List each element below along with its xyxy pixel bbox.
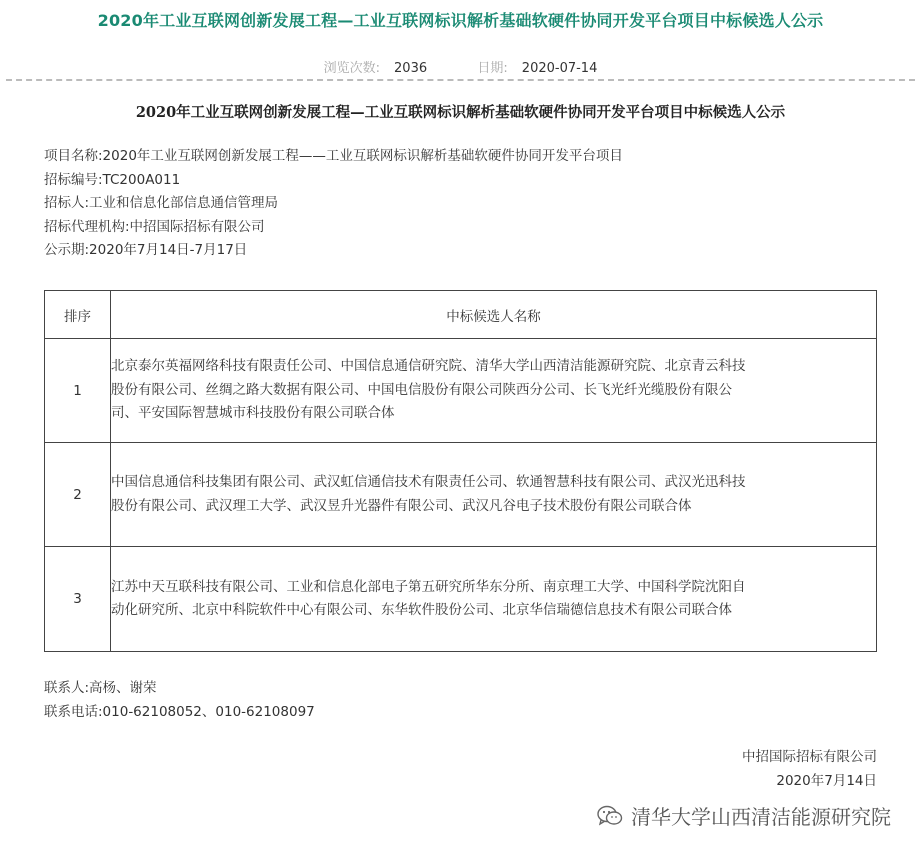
rank-cell: 3 [45,547,111,652]
contact-person: 联系人:高杨、谢荣 [44,680,157,696]
publicity-period: 公示期:2020年7月14日-7月17日 [44,242,248,259]
views-label: 浏览次数: [323,61,381,76]
watermark-text: 清华大学山西清洁能源研究院 [631,805,891,829]
table-header-row [45,291,877,339]
candidate-line: 中国信息通信科技集团有限公司、武汉虹信通信技术有限责任公司、软通智慧科技有限公司、武汉光迅科技 [111,474,746,490]
dashed-divider [6,79,915,81]
project-name: 项目名称:2020年工业互联网创新发展工程——工业互联网标识解析基础软硬件协同开发平台项目 [44,148,623,164]
article-meta [0,57,921,76]
rank-cell: 2 [45,443,111,547]
wechat-icon [597,805,623,827]
date-label: 日期: [477,61,508,76]
candidate-line: 动化研究所、北京中科院软件中心有限公司、东华软件股份公司、北京华信瑞德信息技术有限公司联合体 [111,602,732,618]
tender-number: 招标编号:TC200A011 [44,171,181,188]
document-title: 2020年工业互联网创新发展工程—工业互联网标识解析基础软硬件协同开发平台项目中标候选人公示 [135,104,786,121]
candidates-table [44,290,877,652]
signature-block [742,745,877,793]
signature-org: 中招国际招标有限公司 [742,749,877,765]
watermark [597,801,891,830]
table-row [45,443,877,547]
publish-date: 2020-07-14 [521,61,598,76]
project-info [44,145,623,263]
page-title: 2020年工业互联网创新发展工程—工业互联网标识解析基础软硬件协同开发平台项目中标候选人公示 [97,11,824,30]
candidate-line: 司、平安国际智慧城市科技股份有限公司联合体 [111,405,395,422]
contact-phone: 联系电话:010-62108052、010-62108097 [44,704,315,720]
candidate-line: 北京泰尔英福网络科技有限责任公司、中国信息通信研究院、清华大学山西清洁能源研究院、北京青云科技 [111,358,746,375]
tenderer: 招标人:工业和信息化部信息通信管理局 [44,195,279,212]
candidate-cell [111,339,877,443]
table-row [45,339,877,443]
candidate-cell [111,547,877,652]
candidate-line: 江苏中天互联科技有限公司、工业和信息化部电子第五研究所华东分所、南京理工大学、中国科学院沈阳自 [111,578,746,595]
candidate-line: 股份有限公司、武汉理工大学、武汉昱升光器件有限公司、武汉凡谷电子技术股份有限公司联合体 [111,497,692,514]
tender-agency: 招标代理机构:中招国际招标有限公司 [44,218,265,235]
rank-cell: 1 [45,339,111,443]
candidate-line: 股份有限公司、丝绸之路大数据有限公司、中国电信股份有限公司陕西分公司、长飞光纤光缆股份有限公 [111,381,732,398]
rank-header: 排序 [45,291,111,339]
table-row [45,547,877,652]
views-count: 2036 [394,61,428,76]
candidate-cell [111,443,877,547]
signature-date: 2020年7月14日 [776,773,877,789]
contact-info [44,676,315,724]
name-header: 中标候选人名称 [111,291,877,339]
